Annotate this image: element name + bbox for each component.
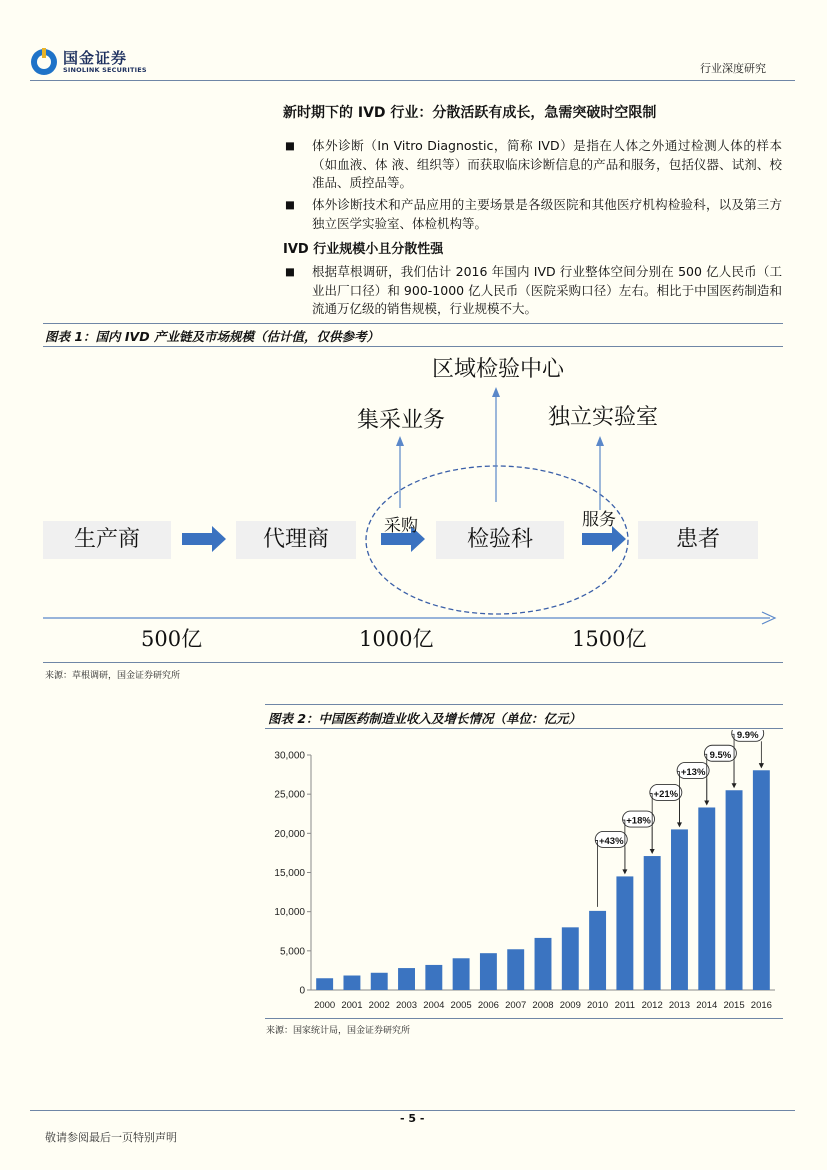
x-tick-label: 2013	[668, 1000, 691, 1011]
arrow-right-icon	[182, 526, 226, 552]
figure-divider	[265, 728, 783, 729]
paragraph: 体外诊断（In Vitro Diagnostic，简称 IVD）是指在人体之外通过检测人体的样本（如血液、体 液、组织等）而获取临床诊断信息的产品和服务，包括仪器、试剂、校准品、质控品等。	[312, 138, 782, 190]
logo-en-text: SINOLINK SECURITIES	[63, 66, 147, 74]
logo-icon	[30, 48, 58, 76]
bar	[316, 978, 333, 990]
figure-divider	[265, 704, 783, 705]
bar	[589, 911, 606, 990]
figure2-source: 来源：国家统计局，国金证券研究所	[266, 1026, 411, 1036]
x-tick-label: 2009	[559, 1000, 581, 1011]
figure1-title: 图表 1：国内 IVD 产业链及市场规模（估计值，仅供参考）	[45, 329, 379, 344]
growth-label: 9.9%	[736, 730, 759, 741]
service-label: 服务	[582, 510, 616, 530]
bullet-marker: ■	[285, 266, 295, 278]
scale-label: 1500亿	[572, 627, 647, 651]
bar	[535, 938, 552, 990]
branch-regional-center: 区域检验中心	[432, 357, 565, 382]
footer-divider	[30, 1110, 795, 1111]
arrow-down-icon	[759, 763, 764, 768]
figure-divider	[265, 1018, 783, 1019]
x-tick-label: 2003	[395, 1000, 418, 1011]
x-tick-label: 2011	[614, 1000, 636, 1011]
x-tick-label: 2008	[532, 1000, 554, 1011]
purchase-label: 采购	[384, 516, 418, 536]
y-tick-label: 25,000	[274, 789, 305, 801]
x-tick-label: 2006	[477, 1000, 499, 1011]
growth-label: +43%	[598, 835, 624, 847]
bar	[726, 790, 743, 990]
scale-label: 500亿	[141, 627, 203, 651]
bar	[425, 965, 442, 990]
x-tick-label: 2005	[450, 1000, 472, 1011]
header-divider	[30, 80, 795, 81]
growth-label: +18%	[626, 815, 651, 827]
branch-central-purchase: 集采业务	[357, 408, 446, 433]
growth-label: +13%	[680, 766, 706, 778]
figure-divider	[43, 323, 783, 324]
x-tick-label: 2014	[696, 1000, 718, 1011]
section-subtitle: IVD 行业规模小且分散性强	[283, 242, 444, 257]
bullet-marker: ■	[285, 199, 295, 211]
figure2-title: 图表 2：中国医药制造业收入及增长情况（单位：亿元）	[268, 711, 582, 726]
branch-independent-lab: 独立实验室	[548, 405, 659, 430]
brand-logo	[30, 46, 155, 78]
y-tick-label: 5,000	[279, 946, 305, 958]
figure-divider	[43, 662, 783, 663]
logo-cn-text: 国金证券	[63, 49, 128, 67]
scale-label: 1000亿	[359, 627, 434, 651]
x-tick-label: 2004	[423, 1000, 445, 1011]
bullet-marker: ■	[285, 140, 295, 152]
bar	[343, 976, 360, 990]
x-tick-label: 2016	[750, 1000, 772, 1011]
bar	[698, 807, 715, 990]
industry-chain-diagram	[0, 340, 827, 660]
callout-leader	[595, 840, 597, 906]
bar	[644, 856, 661, 990]
bar	[507, 949, 524, 990]
page-number: - 5 -	[400, 1112, 425, 1125]
report-type: 行业深度研究	[700, 62, 766, 75]
x-tick-label: 2000	[314, 1000, 336, 1011]
callout-leader	[704, 754, 706, 803]
chain-node-patient: 患者	[638, 521, 758, 559]
section-title: 新时期下的 IVD 行业：分散活跃有成长，急需突破时空限制	[283, 105, 657, 121]
footer-disclaimer: 敬请参阅最后一页特别声明	[45, 1131, 177, 1144]
figure1-source: 来源：草根调研，国金证券研究所	[45, 671, 181, 681]
bar	[371, 973, 388, 990]
bar	[616, 876, 633, 990]
growth-label: 9.5%	[709, 749, 732, 761]
y-tick-label: 30,000	[274, 750, 305, 762]
x-tick-label: 2015	[723, 1000, 745, 1011]
x-tick-label: 2007	[505, 1000, 527, 1011]
bar	[562, 927, 579, 990]
chain-node-producer: 生产商	[43, 521, 171, 559]
bar	[480, 953, 497, 990]
y-tick-label: 0	[299, 985, 305, 997]
bar	[398, 968, 415, 990]
x-tick-label: 2010	[587, 1000, 609, 1011]
paragraph: 根据草根调研，我们估计 2016 年国内 IVD 行业整体空间分别在 500 亿人民币（工业出厂口径）和 900-1000 亿人民币（医院采购口径）左右。相比于中国医药制造和流通万亿级的销售规模，行业规模不大。	[312, 264, 782, 316]
chain-node-agent: 代理商	[236, 521, 356, 559]
bar	[671, 829, 688, 990]
bar	[453, 958, 470, 990]
y-tick-label: 15,000	[274, 868, 305, 879]
chain-node-lab: 检验科	[436, 521, 564, 559]
paragraph: 体外诊断技术和产品应用的主要场景是各级医院和其他医疗机构检验科，以及第三方独立医学实验室、体检机构等。	[312, 197, 782, 231]
growth-label: +21%	[653, 788, 679, 800]
x-tick-label: 2002	[368, 1000, 390, 1011]
x-tick-label: 2012	[641, 1000, 663, 1011]
y-tick-label: 10,000	[274, 907, 305, 919]
bar	[753, 770, 770, 990]
y-tick-label: 20,000	[274, 828, 305, 840]
revenue-bar-chart	[265, 730, 785, 1015]
x-tick-label: 2001	[341, 1000, 363, 1011]
